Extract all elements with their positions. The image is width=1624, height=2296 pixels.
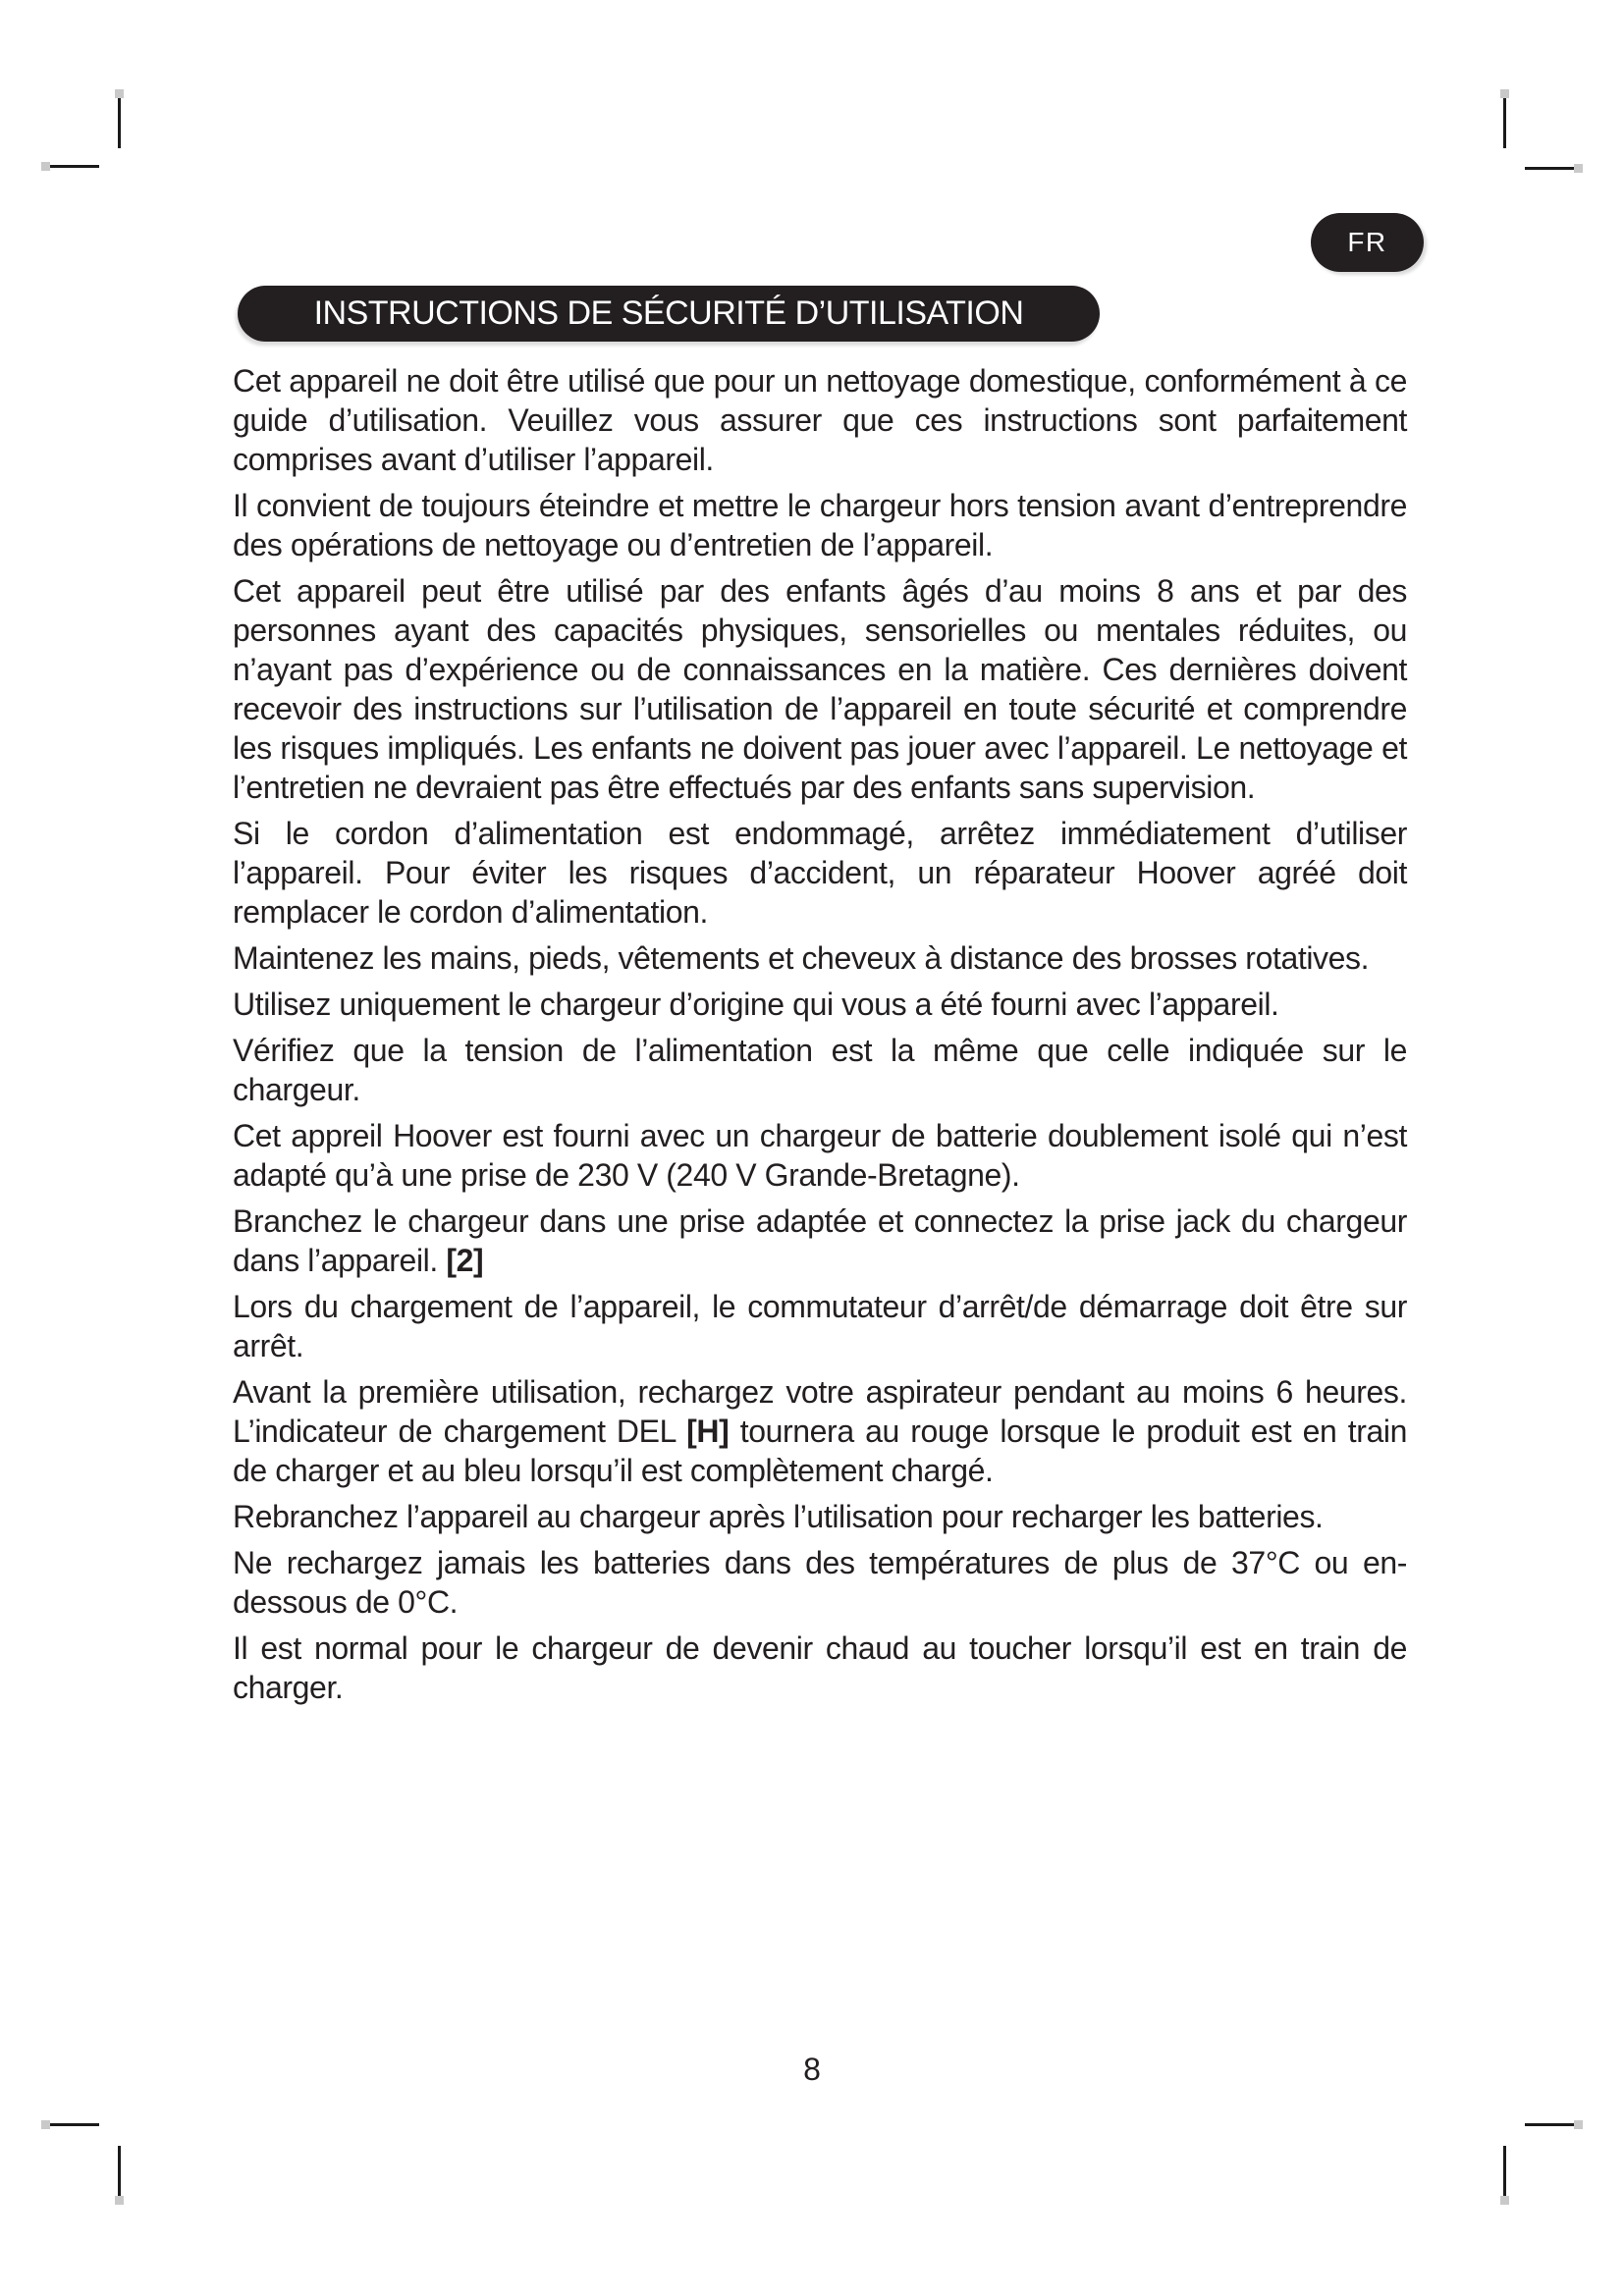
paragraph-text: Vérifiez que la tension de l’alimentation est la même que celle indiquée sur le chargeur. — [233, 1033, 1407, 1107]
crop-mark-top-left-horizontal — [47, 165, 99, 168]
paragraph — [233, 985, 1407, 1024]
crop-mark-tip — [1500, 89, 1509, 98]
language-badge — [1311, 213, 1424, 272]
paragraph — [233, 1116, 1407, 1195]
paragraph-text: Cet appreil Hoover est fourni avec un chargeur de batterie doublement isolé qui n’est adapté qu’à une prise de 230 V (240 V Grande-Bretagne). — [233, 1118, 1407, 1193]
crop-mark-tip — [1574, 164, 1583, 173]
paragraph-text: Si le cordon d’alimentation est endommagé, arrêtez immédiatement d’utiliser l’appareil. Pour éviter les risques d’accident, un réparateur Hoover agréé doit remplacer le cordon d’alimentation. — [233, 816, 1407, 930]
language-badge-label: FR — [1347, 227, 1387, 257]
paragraph-text: Il convient de toujours éteindre et mettre le chargeur hors tension avant d’entreprendre des opérations de nettoyage ou d’entretien de l’appareil. — [233, 488, 1407, 562]
crop-mark-bottom-left-vertical — [118, 2146, 121, 2199]
paragraph — [233, 814, 1407, 932]
paragraph-text: Maintenez les mains, pieds, vêtements et cheveux à distance des brosses rotatives. — [233, 940, 1370, 976]
crop-mark-tip — [41, 2120, 50, 2129]
paragraph-text: tournera au rouge lorsque le produit est en train de charger et au bleu lorsqu’il est complètement chargé. — [233, 1414, 1407, 1488]
crop-mark-tip — [1500, 2196, 1509, 2205]
paragraph — [233, 571, 1407, 807]
crop-mark-tip — [115, 2196, 124, 2205]
crop-mark-tip — [41, 162, 50, 171]
crop-mark-tip — [1574, 2120, 1583, 2129]
crop-mark-bottom-left-horizontal — [47, 2123, 99, 2126]
paragraph-text: Avant la première utilisation, rechargez votre aspirateur pendant au moins 6 heures. L’indicateur de chargement DEL — [233, 1374, 1407, 1449]
page-title: INSTRUCTIONS DE SÉCURITÉ D’UTILISATION — [313, 294, 1024, 332]
paragraph — [233, 486, 1407, 564]
crop-mark-top-left-vertical — [118, 95, 121, 148]
paragraph-text: Ne rechargez jamais les batteries dans des températures de plus de 37°C ou en-dessous de 0°C. — [233, 1545, 1407, 1620]
paragraph-text: Il est normal pour le chargeur de devenir chaud au toucher lorsqu’il est en train de charger. — [233, 1630, 1407, 1705]
crop-mark-top-right-horizontal — [1525, 167, 1577, 170]
paragraph-text: Branchez le chargeur dans une prise adaptée et connectez la prise jack du chargeur dans l’appareil. — [233, 1203, 1407, 1278]
crop-mark-top-right-vertical — [1503, 95, 1506, 148]
paragraph — [233, 1287, 1407, 1365]
paragraph-text: Cet appareil ne doit être utilisé que pour un nettoyage domestique, conformément à ce guide d’utilisation. Veuillez vous assurer que ces instructions sont parfaitement comprises avant d’utiliser l’appareil. — [233, 363, 1407, 477]
paragraph-text: Lors du chargement de l’appareil, le commutateur d’arrêt/de démarrage doit être sur arrêt. — [233, 1289, 1407, 1363]
paragraph — [233, 1372, 1407, 1490]
paragraph-text: Cet appareil peut être utilisé par des enfants âgés d’au moins 8 ans et par des personnes ayant des capacités physiques, sensorielles ou mentales réduites, ou n’ayant pas d’expérience ou de connaissances en la matière. Ces dernières doivent recevoir des instructions sur l’utilisation de l’appareil en toute sécurité et comprendre les risques impliqués. Les enfants ne doivent pas jouer avec l’appareil. Le nettoyage et l’entretien ne devraient pas être effectués par des enfants sans supervision. — [233, 573, 1407, 805]
crop-mark-tip — [115, 89, 124, 98]
paragraph — [233, 938, 1407, 978]
paragraph — [233, 1031, 1407, 1109]
section-title-bar — [238, 286, 1100, 342]
crop-mark-bottom-right-horizontal — [1525, 2123, 1577, 2126]
page-number: 8 — [803, 2052, 821, 2087]
figure-reference: [H] — [686, 1414, 730, 1449]
paragraph — [233, 1497, 1407, 1536]
crop-mark-bottom-right-vertical — [1503, 2146, 1506, 2199]
paragraph — [233, 1201, 1407, 1280]
paragraph — [233, 1543, 1407, 1622]
paragraph — [233, 1629, 1407, 1707]
body-text — [233, 361, 1407, 1714]
paragraph — [233, 361, 1407, 479]
figure-reference: [2] — [446, 1243, 484, 1278]
paragraph-text: Utilisez uniquement le chargeur d’origine qui vous a été fourni avec l’appareil. — [233, 987, 1279, 1022]
paragraph-text: Rebranchez l’appareil au chargeur après l’utilisation pour recharger les batteries. — [233, 1499, 1324, 1534]
